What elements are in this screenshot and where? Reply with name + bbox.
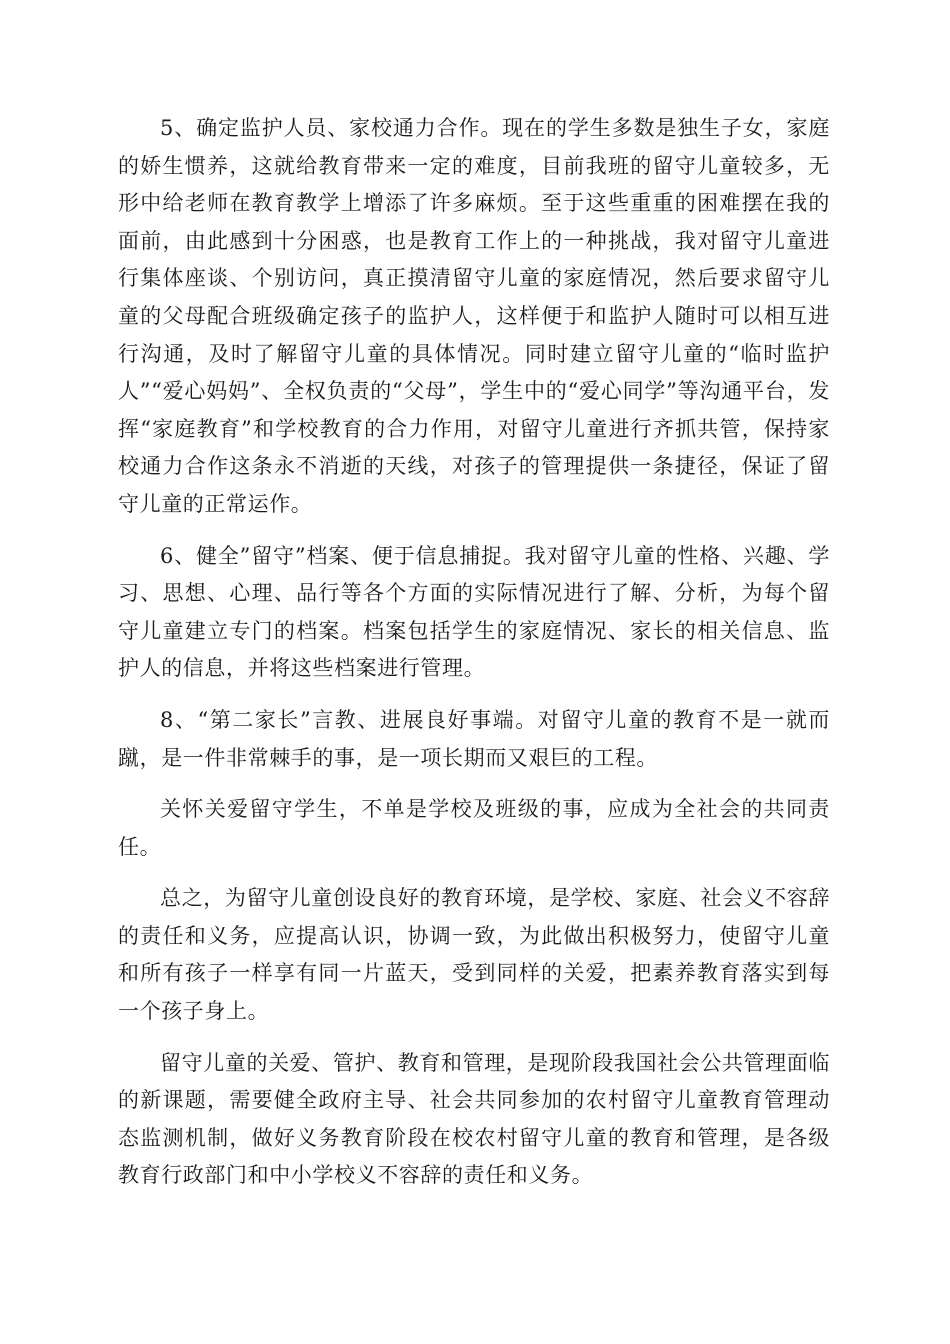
paragraph-second-parent: 8、“第二家长”言教、进展良好事端。对留守儿童的教育不是一就而蹴，是一件非常棘手的事，是一项长期而又艰巨的工程。	[118, 707, 830, 770]
paragraph-management: 留守儿童的关爱、管护、教育和管理，是现阶段我国社会公共管理面临的新课题，需要健全政府主导、社会共同参加的农村留守儿童教育管理动态监测机制，做好义务教育阶段在校农村留守儿童的教育和管理，是各级教育行政部门和中小学校义不容辞的责任和义务。	[118, 1050, 830, 1188]
paragraph-summary: 总之，为留守儿童创设良好的教育环境，是学校、家庭、社会义不容辞的责任和义务，应提高认识，协调一致，为此做出积极努力，使留守儿童和所有孩子一样享有同一片蓝天，受到同样的关爱，把素养教育落实到每一个孩子身上。	[118, 886, 830, 1024]
paragraph-supervisor-cooperation: 5、确定监护人员、家校通力合作。现在的学生多数是独生子女，家庭的娇生惯养，这就给教育带来一定的难度，目前我班的留守儿童较多，无形中给老师在教育教学上增添了许多麻烦。至于这些重重的困难摆在我的面前，由此感到十分困惑，也是教育工作上的一种挑战，我对留守儿童进行集体座谈、个别访问，真正摸清留守儿童的家庭情况，然后要求留守儿童的父母配合班级确定孩子的监护人，这样便于和监护人随时可以相互进行沟通，及时了解留守儿童的具体情况。同时建立留守儿童的“临时监护人”“爱心妈妈”、全权负责的“父母”，学生中的“爱心同学”等沟通平台，发挥“家庭教育”和学校教育的合力作用，对留守儿童进行齐抓共管，保持家校通力合作这条永不消逝的天线，对孩子的管理提供一条捷径，保证了留守儿童的正常运作。	[118, 116, 830, 516]
paragraph-society-responsibility: 关怀关爱留守学生，不单是学校及班级的事，应成为全社会的共同责任。	[118, 797, 830, 859]
document-body	[118, 110, 830, 1209]
paragraph-records: 6、健全”留守”档案、便于信息捕捉。我对留守儿童的性格、兴趣、学习、思想、心理、品行等各个方面的实际情况进行了解、分析，为每个留守儿童建立专门的档案。档案包括学生的家庭情况、家长的相关信息、监护人的信息，并将这些档案进行管理。	[118, 543, 830, 681]
